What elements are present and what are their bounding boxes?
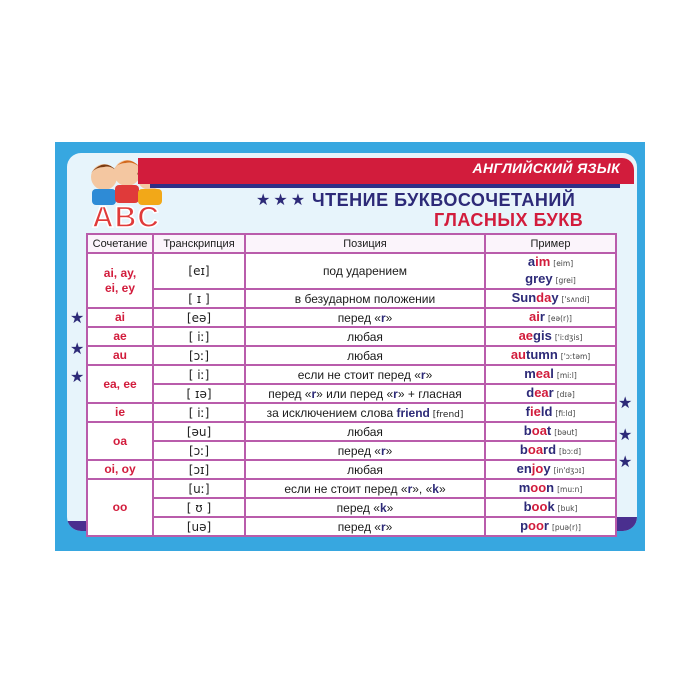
table-row [87,479,616,498]
combination-cell: ae [87,327,153,346]
banner-stripe [150,184,620,188]
table-row [87,517,616,536]
star-icon: ★ [618,395,633,412]
transcription-cell: [ɔː] [153,346,245,365]
example-transcription: [bəut] [554,428,578,437]
transcription-cell: [əu] [153,422,245,441]
example-cell [485,346,616,365]
example-cell [485,289,616,308]
transcription-cell: [ iː] [153,327,245,346]
example-word: air [529,309,545,324]
table-row [87,346,616,365]
position-cell: перед «r» [245,441,485,460]
example-word: boat [523,423,552,438]
star-icon: ★ [70,369,85,386]
star-icon: ★ [618,427,633,444]
example-transcription: ['iːdʒis] [554,333,583,342]
table-header-row [87,234,616,253]
position-cell: любая [245,460,485,479]
example-word: Sunday [511,290,559,305]
example-word: dear [526,385,554,400]
position-cell: перед «k» [245,498,485,517]
column-header-example: Пример [485,234,616,253]
example-word: enjoy [516,461,551,476]
combination-cell: oa [87,422,153,460]
example-transcription: [in'dʒɔɪ] [553,466,585,475]
example-transcription: [muːn] [557,485,583,494]
combination-cell: au [87,346,153,365]
vowel-combinations-table [86,233,617,537]
position-cell: перед «r» [245,308,485,327]
star-icon: ★ [618,454,633,471]
transcription-cell: [ iː] [153,365,245,384]
position-cell: любая [245,346,485,365]
position-cell: в безударном положении [245,289,485,308]
example-transcription: ['sʌndi] [561,295,590,304]
table-row [87,384,616,403]
position-cell: если не стоит перед «r» [245,365,485,384]
page-title: ЧТЕНИЕ БУКВОСОЧЕТАНИЙ [312,190,576,210]
example-word: grey [525,271,553,286]
example-cell [485,365,616,384]
position-cell: любая [245,422,485,441]
transcription-cell: [ ɪə] [153,384,245,403]
table-row [87,253,616,289]
table-row [87,460,616,479]
column-header-transcription: Транскрипция [153,234,245,253]
table-row [87,403,616,422]
position-cell: перед «r» или перед «r» + гласная [245,384,485,403]
position-cell: под ударением [245,253,485,289]
transcription-cell: [uə] [153,517,245,536]
example-transcription: [fiːld] [555,409,576,418]
position-cell: за исключением слова friend [frend] [245,403,485,422]
table-row [87,327,616,346]
combination-cell: oi, oy [87,460,153,479]
table-row [87,441,616,460]
column-header-position: Позиция [245,234,485,253]
combination-cell: oo [87,479,153,536]
example-cell [485,327,616,346]
combination-cell: ea, ee [87,365,153,403]
transcription-cell: [ ʊ ] [153,498,245,517]
example-word: moon [518,480,555,495]
abc-logo-text: ABC [92,201,160,233]
example-transcription: ['ɔːtəm] [560,352,591,361]
example-cell [485,517,616,536]
example-cell [485,422,616,441]
example-transcription: [buk] [557,504,578,513]
table-row [87,498,616,517]
example-cell [485,479,616,498]
combination-cell: ie [87,403,153,422]
example-transcription: [miːl] [556,371,577,380]
example-cell [485,441,616,460]
example-transcription: [eim] [553,259,574,268]
position-cell: любая [245,327,485,346]
transcription-cell: [ iː] [153,403,245,422]
example-cell [485,403,616,422]
example-transcription: [puə(r)] [551,523,581,532]
table-row [87,289,616,308]
transcription-cell: [ɔɪ] [153,460,245,479]
column-header-combination: Сочетание [87,234,153,253]
example-transcription: [grei] [555,276,576,285]
star-icon: ★ [70,341,85,358]
example-transcription: [dɪə] [556,390,575,399]
table-row [87,422,616,441]
transcription-cell: [eə] [153,308,245,327]
example-word: board [519,442,557,457]
example-cell [485,384,616,403]
combination-cell: ai [87,308,153,327]
example-word: aegis [518,328,552,343]
example-transcription: [eə(r)] [547,314,572,323]
example-cell [485,308,616,327]
position-cell: если не стоит перед «r», «k» [245,479,485,498]
example-cell [485,253,616,289]
position-cell: перед «r» [245,517,485,536]
transcription-cell: [ɔː] [153,441,245,460]
example-word: meal [524,366,554,381]
example-word: field [525,404,553,419]
page-subtitle: ГЛАСНЫХ БУКВ [434,210,584,230]
title-stars: ★★★ [256,192,309,209]
example-cell [485,498,616,517]
example-cell [485,460,616,479]
transcription-cell: [ ɪ ] [153,289,245,308]
example-word: aim [527,254,551,269]
table-row [87,308,616,327]
table-row [87,365,616,384]
transcription-cell: [uː] [153,479,245,498]
example-word: poor [520,518,549,533]
star-icon: ★ [70,310,85,327]
example-transcription: [bɔːd] [559,447,582,456]
combination-cell: ai, ay, ei, ey [87,253,153,308]
example-word: autumn [510,347,558,362]
subject-label: АНГЛИЙСКИЙ ЯЗЫК [472,160,620,176]
example-word: book [523,499,555,514]
transcription-cell: [eɪ] [153,253,245,289]
